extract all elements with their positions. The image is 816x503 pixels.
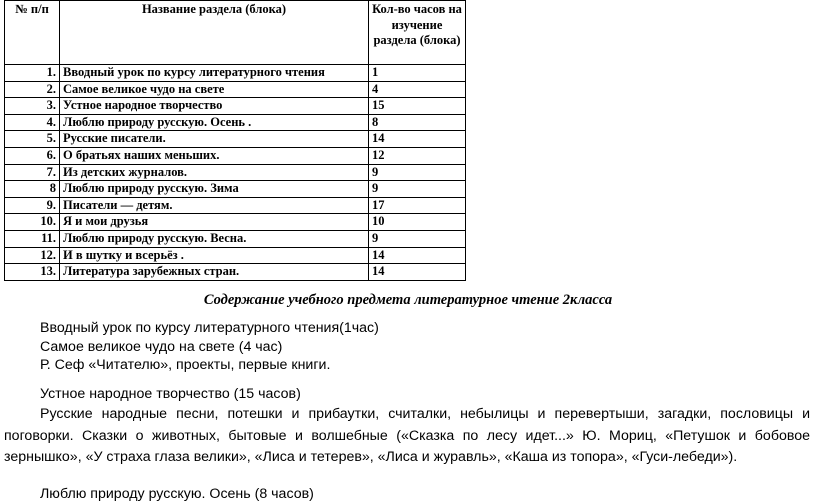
- table-row: [5, 247, 466, 264]
- row-section-title: Люблю природу русскую. Зима: [60, 181, 369, 198]
- table-row: [5, 114, 466, 131]
- table-row: [5, 264, 466, 281]
- folk-art-line: Устное народное творчество (15 часов): [40, 386, 301, 402]
- row-hours: 9: [369, 164, 466, 181]
- row-number: 4.: [5, 114, 60, 131]
- row-hours: 4: [369, 81, 466, 98]
- row-section-title: Я и мои друзья: [60, 214, 369, 231]
- row-number: 3.: [5, 98, 60, 115]
- row-section-title: Люблю природу русскую. Осень .: [60, 114, 369, 131]
- row-number: 7.: [5, 164, 60, 181]
- row-hours: 14: [369, 131, 466, 148]
- content-heading: Содержание учебного предмета литературное чтение 2класса: [203, 292, 613, 308]
- row-section-title: Самое великое чудо на свете: [60, 81, 369, 98]
- row-hours: 12: [369, 147, 466, 164]
- row-section-title: Писатели — детям.: [60, 197, 369, 214]
- row-section-title: Литература зарубежных стран.: [60, 264, 369, 281]
- table-row: [5, 214, 466, 231]
- row-number: 11.: [5, 230, 60, 247]
- greatest-miracle-line: Самое великое чудо на свете (4 час): [40, 339, 283, 355]
- row-number: 8: [5, 181, 60, 198]
- table-row: [5, 147, 466, 164]
- row-number: 5.: [5, 131, 60, 148]
- header-section-title: Название раздела (блока): [60, 1, 369, 65]
- row-section-title: Вводный урок по курсу литературного чтения: [60, 65, 369, 82]
- table-row: [5, 197, 466, 214]
- row-number: 9.: [5, 197, 60, 214]
- table-row: [5, 181, 466, 198]
- row-number: 1.: [5, 65, 60, 82]
- row-hours: 14: [369, 247, 466, 264]
- row-section-title: Люблю природу русскую. Весна.: [60, 230, 369, 247]
- table-row: [5, 230, 466, 247]
- table-row: [5, 65, 466, 82]
- row-number: 2.: [5, 81, 60, 98]
- row-hours: 15: [369, 98, 466, 115]
- table-row: [5, 164, 466, 181]
- row-section-title: Русские писатели.: [60, 131, 369, 148]
- row-hours: 14: [369, 264, 466, 281]
- autumn-line: Люблю природу русскую. Осень (8 часов): [40, 486, 314, 502]
- header-hours: Кол-во часов на изучение раздела (блока): [369, 1, 466, 65]
- row-section-title: Устное народное творчество: [60, 98, 369, 115]
- table-row: [5, 81, 466, 98]
- row-hours: 10: [369, 214, 466, 231]
- row-hours: 8: [369, 114, 466, 131]
- row-number: 13.: [5, 264, 60, 281]
- row-hours: 9: [369, 230, 466, 247]
- row-hours: 1: [369, 65, 466, 82]
- header-number: № п/п: [5, 1, 60, 65]
- row-number: 6.: [5, 147, 60, 164]
- curriculum-table: [4, 0, 466, 281]
- row-number: 12.: [5, 247, 60, 264]
- table-row: [5, 98, 466, 115]
- row-section-title: О братьях наших меньших.: [60, 147, 369, 164]
- row-hours: 17: [369, 197, 466, 214]
- intro-lesson-line: Вводный урок по курсу литературного чтения(1час): [40, 320, 379, 336]
- table-header-row: [5, 1, 466, 65]
- sef-line: Р. Сеф «Читателю», проекты, первые книги.: [40, 357, 331, 373]
- table-row: [5, 131, 466, 148]
- folk-art-paragraph: Русские народные песни, потешки и прибаутки, считалки, небылицы и перевертыши, загадки, пословицы и поговорки. Сказки о животных, бытовые и волшебные («Сказка по лесу идет...» Ю. Мориц, «Петушок и бобовое зернышко», «У страха глаза велики», «Лиса и тетерев», «Лиса и журавль», «Каша из топора», «Гуси-лебеди»).: [4, 406, 810, 465]
- row-section-title: Из детских журналов.: [60, 164, 369, 181]
- row-number: 10.: [5, 214, 60, 231]
- row-hours: 9: [369, 181, 466, 198]
- row-section-title: И в шутку и всерьёз .: [60, 247, 369, 264]
